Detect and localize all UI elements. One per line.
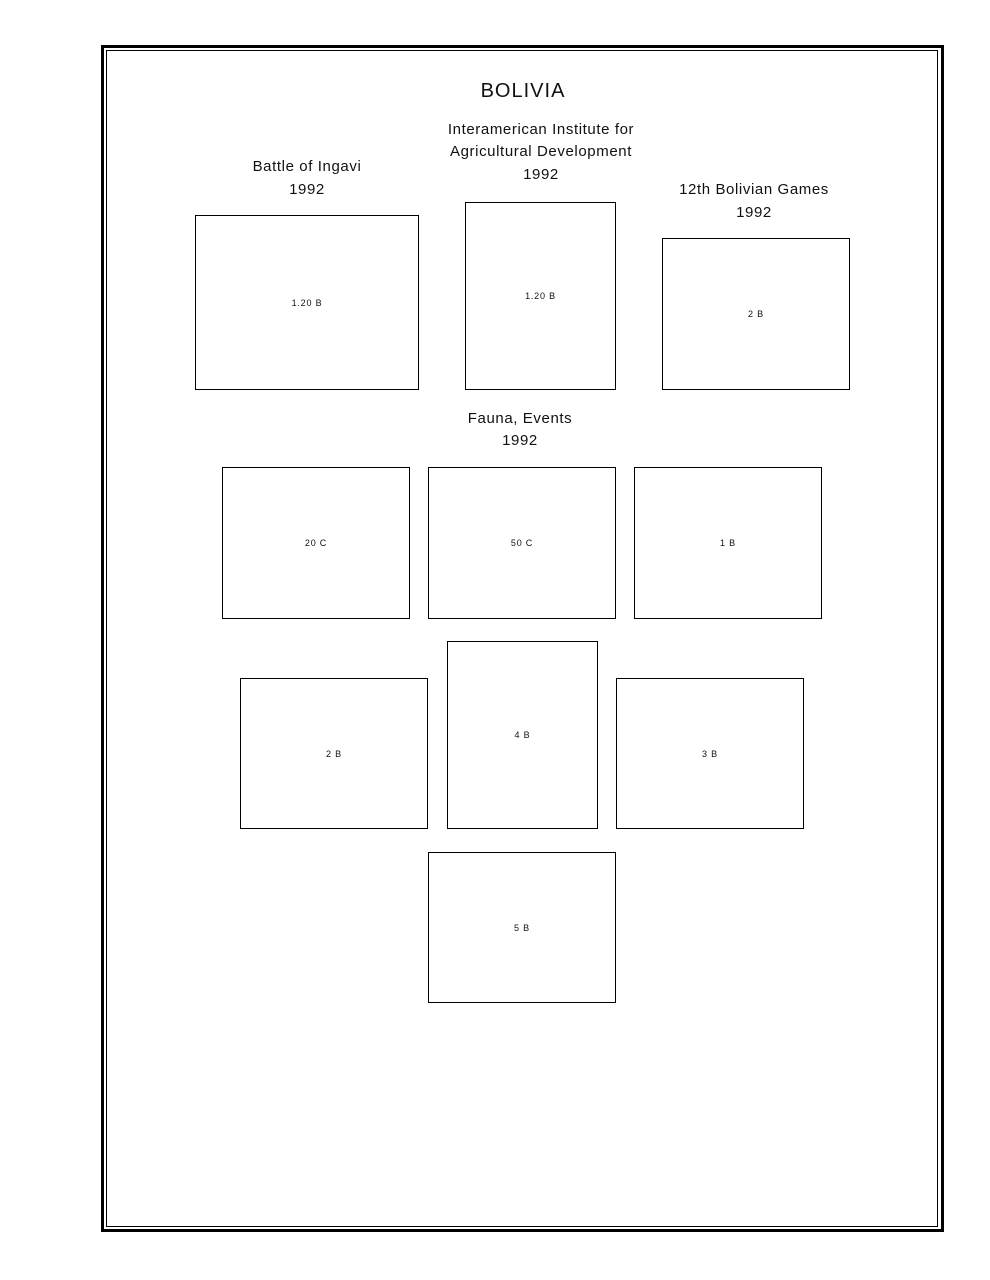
section-year-iica: 1992 [523,166,559,183]
stamp-denomination: 1 B [720,538,736,548]
stamp-box-fauna-5 [447,641,598,829]
stamp-denomination: 3 B [702,748,718,759]
section-title-ingavi: Battle of Ingavi [252,158,362,175]
stamp-denomination: 20 C [304,538,328,548]
stamp-denomination: 1.20 B [291,297,323,308]
stamp-denomination: 50 C [510,538,534,548]
stamp-denomination: 5 B [514,922,530,933]
stamp-box-fauna-4 [240,678,428,829]
country-title: BOLIVIA [480,80,566,102]
section-year-ingavi: 1992 [289,181,325,198]
section-year-games: 1992 [736,204,772,221]
section-title-games: 12th Bolivian Games [679,181,829,198]
stamp-box-fauna-6 [616,678,804,829]
stamp-box-fauna-3 [634,467,822,619]
stamp-box-games [662,238,850,390]
stamp-denomination: 4 B [514,730,531,740]
section-title-fauna: Fauna, Events [467,410,573,427]
stamp-box-ingavi [195,215,419,390]
section-year-fauna: 1992 [502,432,538,449]
stamp-box-fauna-7 [428,852,616,1003]
stamp-box-fauna-2 [428,467,616,619]
stamp-denomination: 2 B [326,748,342,759]
section-title-iica-line1: Interamerican Institute for [447,121,635,138]
stamp-box-fauna-1 [222,467,410,619]
stamp-denomination: 2 B [748,309,764,319]
section-title-iica-line2: Agricultural Development [450,143,632,160]
stamp-box-iica [465,202,616,390]
stamp-denomination: 1.20 B [525,291,556,301]
